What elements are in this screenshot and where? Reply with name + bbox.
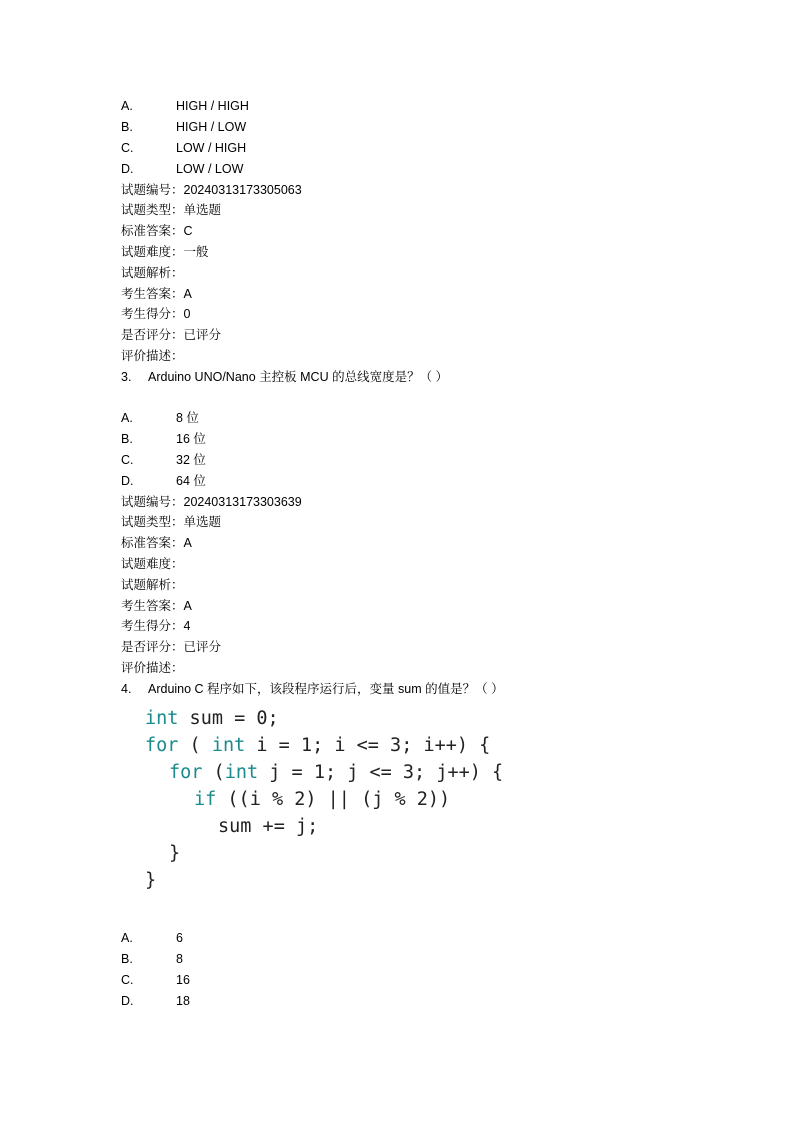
- option-d: D. 18: [121, 994, 190, 1008]
- option-c: C. 16: [121, 973, 190, 987]
- option-b: B. 8: [121, 952, 183, 966]
- question-4-title: 4. Arduino C 程序如下，该段程序运行后，变量 sum 的值是？（ ）: [121, 682, 504, 696]
- code-line: for (int j = 1; j <= 3; j++) {: [169, 762, 504, 783]
- code-line: int sum = 0;: [145, 708, 279, 729]
- question-id: 试题编号：20240313173303639: [121, 495, 302, 509]
- standard-answer: 标准答案：C: [121, 224, 193, 238]
- question-type: 试题类型：单选题: [121, 515, 222, 529]
- evaluation: 评价描述：: [121, 349, 184, 363]
- code-block: [145, 708, 565, 900]
- question-id: 试题编号：20240313173305063: [121, 183, 302, 197]
- candidate-score: 考生得分：4: [121, 619, 191, 633]
- evaluation: 评价描述：: [121, 661, 184, 675]
- graded-status: 是否评分：已评分: [121, 640, 222, 654]
- option-d: D. 64 位: [121, 474, 206, 488]
- option-a: A. HIGH / HIGH: [121, 99, 249, 113]
- option-b: B. HIGH / LOW: [121, 120, 247, 134]
- standard-answer: 标准答案：A: [121, 536, 192, 550]
- difficulty: 试题难度：一般: [121, 245, 209, 259]
- code-line: sum += j;: [218, 816, 319, 837]
- analysis: 试题解析：: [121, 578, 184, 592]
- option-c: C. LOW / HIGH: [121, 141, 247, 155]
- analysis: 试题解析：: [121, 266, 184, 280]
- code-line: for ( int i = 1; i <= 3; i++) {: [145, 735, 491, 756]
- question-type: 试题类型：单选题: [121, 203, 222, 217]
- graded-status: 是否评分：已评分: [121, 328, 222, 342]
- option-c: C. 32 位: [121, 453, 206, 467]
- code-line: }: [169, 843, 181, 864]
- option-a: A. 6: [121, 931, 183, 945]
- difficulty: 试题难度：: [121, 557, 184, 571]
- code-line: }: [145, 870, 157, 891]
- candidate-answer: 考生答案：A: [121, 287, 192, 301]
- candidate-answer: 考生答案：A: [121, 599, 192, 613]
- candidate-score: 考生得分：0: [121, 307, 191, 321]
- option-a: A. 8 位: [121, 411, 199, 425]
- code-line: if ((i % 2) || (j % 2)): [194, 789, 451, 810]
- option-d: D. LOW / LOW: [121, 162, 244, 176]
- option-b: B. 16 位: [121, 432, 206, 446]
- question-3-title: 3. Arduino UNO/Nano 主控板 MCU 的总线宽度是？（ ）: [121, 370, 449, 384]
